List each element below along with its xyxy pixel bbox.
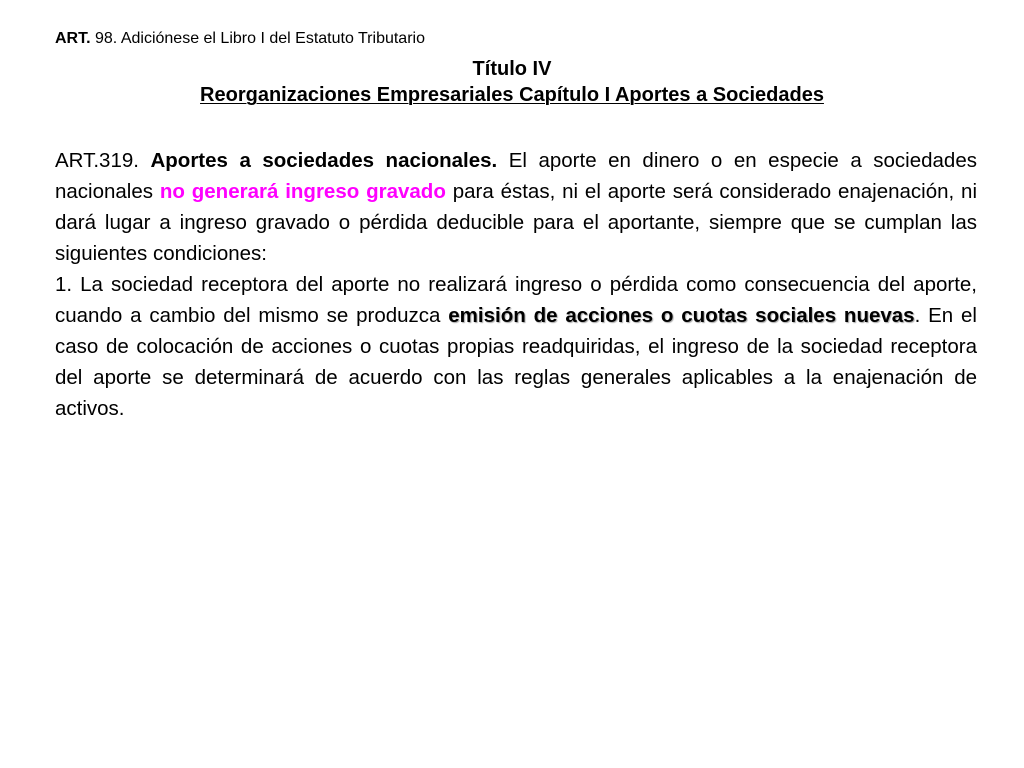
paragraph-article-319 [55, 145, 977, 269]
article-header [55, 29, 985, 49]
paragraph1-text-a: El aporte en dinero o en especie a sociedades nacionales [55, 149, 977, 203]
article-header-text: 98. Adiciónese el Libro I del Estatuto Tributario [90, 30, 425, 47]
chapter-title: Reorganizaciones Empresariales Capítulo I Aportes a Sociedades [200, 84, 824, 106]
body-text [55, 145, 977, 424]
highlight-no-ingreso-gravado: no generará ingreso gravado [159, 180, 446, 203]
title-block [40, 56, 984, 108]
article-number: ART.319. [55, 149, 151, 172]
paragraph2-text-b: . En el caso de colocación de acciones o cuotas propias readquiridas, el ingreso de la sociedad receptora del aporte se determinará de acuerdo con las reglas generales aplicables a la enajenación de activos. [55, 304, 977, 420]
article-title: Aportes a sociedades nacionales. [150, 149, 498, 172]
paragraph2-text-a: 1. La sociedad receptora del aporte no realizará ingreso o pérdida como consecuencia del aporte, cuando a cambio del mismo se produzca [55, 273, 977, 327]
title-line: Título IV [472, 58, 552, 80]
emphasis-emision-acciones: emisión de acciones o cuotas sociales nuevas [448, 304, 915, 327]
article-header-label: ART. [55, 30, 91, 47]
paragraph-condition-1 [55, 269, 977, 424]
paragraph1-text-b: para éstas, ni el aporte será considerado enajenación, ni dará lugar a ingreso gravado o pérdida deducible para el aportante, siempre que se cumplan las siguientes condiciones: [55, 180, 978, 265]
